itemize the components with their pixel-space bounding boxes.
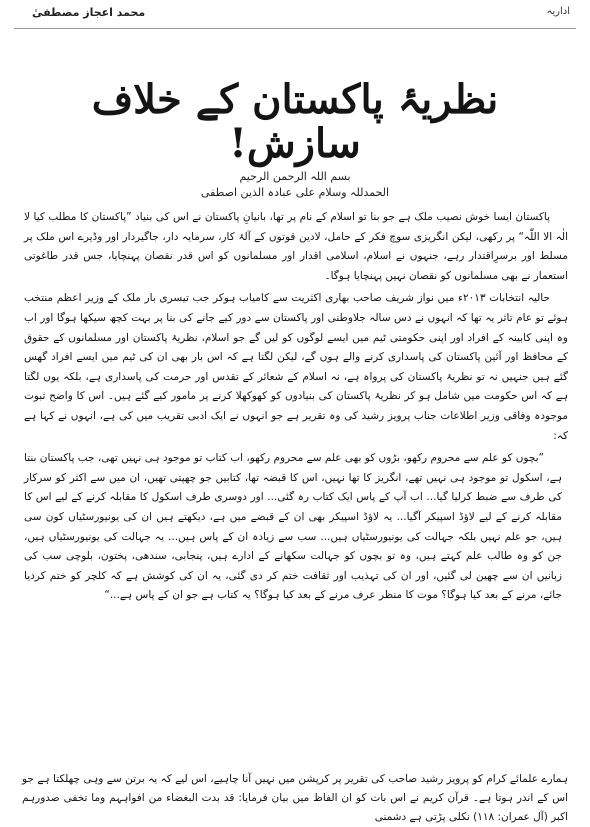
paragraph: حالیہ انتخابات ۲۰۱۳ء میں نواز شریف صاحب بھاری اکثریت سے کامیاب ہوکر جب تیسری بار ملک کے وزیر اعظم منتخب ہوئے تو عام تاثر یہ تھا کہ انہوں نے دس سالہ جلاوطنی اور پاکستان سے دور کیے جانے کی بنا پر بہت کچھ سیکھا ہوگا اور اب وہ اپنی کابینہ کے افراد اور اپنی حکومتی ٹیم میں ایسے لوگوں کو لیں گے جو اسلام، نظریۂ پاکستان اور مسلمانوں کے حقوق کے محافظ اور آئین پاکستان کی پاسداری کرنے والے ہوں گے، لیکن لگتا ہے کہ اس بار بھی ان کی ٹیم میں ایسے افراد گھس گئے ہیں جنہیں نہ تو نظریۂ پاکستان کی پرواہ ہے، نہ اسلام کے شعائر کے تقدس اور حرمت کی پاسداری ہے، بلکہ یوں لگتا ہے کہ اس حکومت میں شامل ہو کر نظریۂ پاکستان کی بنیادوں کو کھوکھلا کرنے پر مامور کیے گئے ہیں۔ اس کا واضح ثبوت موجودہ وفاقی وزیر اطلاعات جناب پرویز رشید کی وہ تقریر ہے جو انہوں نے ایک ادبی تقریب میں کی ہے، انہوں نے کہا ہے کہ: [24, 292, 568, 442]
header-divider [14, 28, 576, 29]
article-title: نظریۂ پاکستان کے خلاف سازش! [91, 76, 499, 167]
salutation: الحمدللہ وسلام علی عبادہ الذین اصطفی [200, 186, 390, 199]
page-header [10, 6, 580, 26]
author-name: محمد اعجاز مصطفیٰ [32, 6, 146, 19]
quoted-speech: ”بچوں کو علم سے محروم رکھو، بڑوں کو بھی علم سے محروم رکھو، اب کتاب تو موجود ہی نہیں تھی، جب پاکستان بنتا ہے، اسکول تو موجود ہی نہیں تھے، انگریز کا تھا نہیں، اس کا قبضہ تھا، کتابیں جو چھپتی تھیں، ان میں سے اکثر کو سرکار کی طرف سے ضبط کرلیا گیا... اب آپ کے پاس ایک کتاب رہ گئی... اور دوسری طرف اسکول کا مقابلہ کرنے کے لیے اس کا مقابلہ کرنے کے لیے لاؤڈ اسپیکر آگیا... یہ لاؤڈ اسپیکر بھی ان کے قبضے میں ہے، دیکھتے ہیں ان کی یونیورسٹیاں کون سی ہیں، جو علم نہیں بلکہ جہالت کی یونیورسٹیاں ہیں... سب سے زیادہ ان کے پاس ہیں... یہ جہالت کی یونیورسٹیاں ہیں، جن کو وہ طالب علم کہتے ہیں، وہ تو بچوں کو جہالت سکھانے کے ادارے ہیں، پنجابی، سندھی، پختون، بلوچی سب کی زبانیں ان سے چھین لی گئیں، اور ان کی تہذیب اور ثقافت ختم کر دی گئی، یہ ان کی کوشش ہے کہ کلچر کو ختم کردیا جائے، مرنے کے بعد کیا ہوگا؟ موت کا منظر عرف مرنے کے بعد کیا ہوگا؟ یہ کتاب ہے جو ان کے پاس ہے...“ [24, 452, 562, 602]
article-body [24, 208, 568, 609]
section-label: اداریہ [546, 6, 570, 17]
paragraph: ہمارے علمائے کرام کو پرویز رشید صاحب کی تقریر پر کرپشن میں نہیں آنا چاہیے، اس لیے کہ یہ برتن سے وہی چھلکتا ہے جو اس کے اندر ہوتا ہے۔ قرآن کریم نے اس بات کو ان الفاظ میں بیان فرمایا: قد بدت البغضاء من افواہہم وما تخفی صدورہم اکبر (آل عمران: ۱۱۸) نکلی پڑتی ہے دشمنی [22, 773, 568, 823]
paragraph: پاکستان ایسا خوش نصیب ملک ہے جو بنا تو اسلام کے نام پر تھا، بانیانِ پاکستان نے اس کی بنیاد ”پاکستان کا مطلب کیا لا الٰہ الا اللّٰہ“ پر رکھی، لیکن انگریزی سوچ فکر کے حامل، لادین قوتوں کے آلۂ کار، سرمایہ دار، جاگیردار اور وڈیرے اس ملک پر مسلط اور برسرِاقتدار رہے، جنہوں نے اسلام، اسلامی اقدار اور مسلمانوں کو اس قدر نقصان پہنچایا، جس قدر طاغوتی استعمار نے بھی مسلمانوں کو نقصان نہیں پہنچایا ہوگا۔ [24, 211, 568, 282]
bismillah: بسم اللہ الرحمن الرحیم [239, 170, 351, 183]
